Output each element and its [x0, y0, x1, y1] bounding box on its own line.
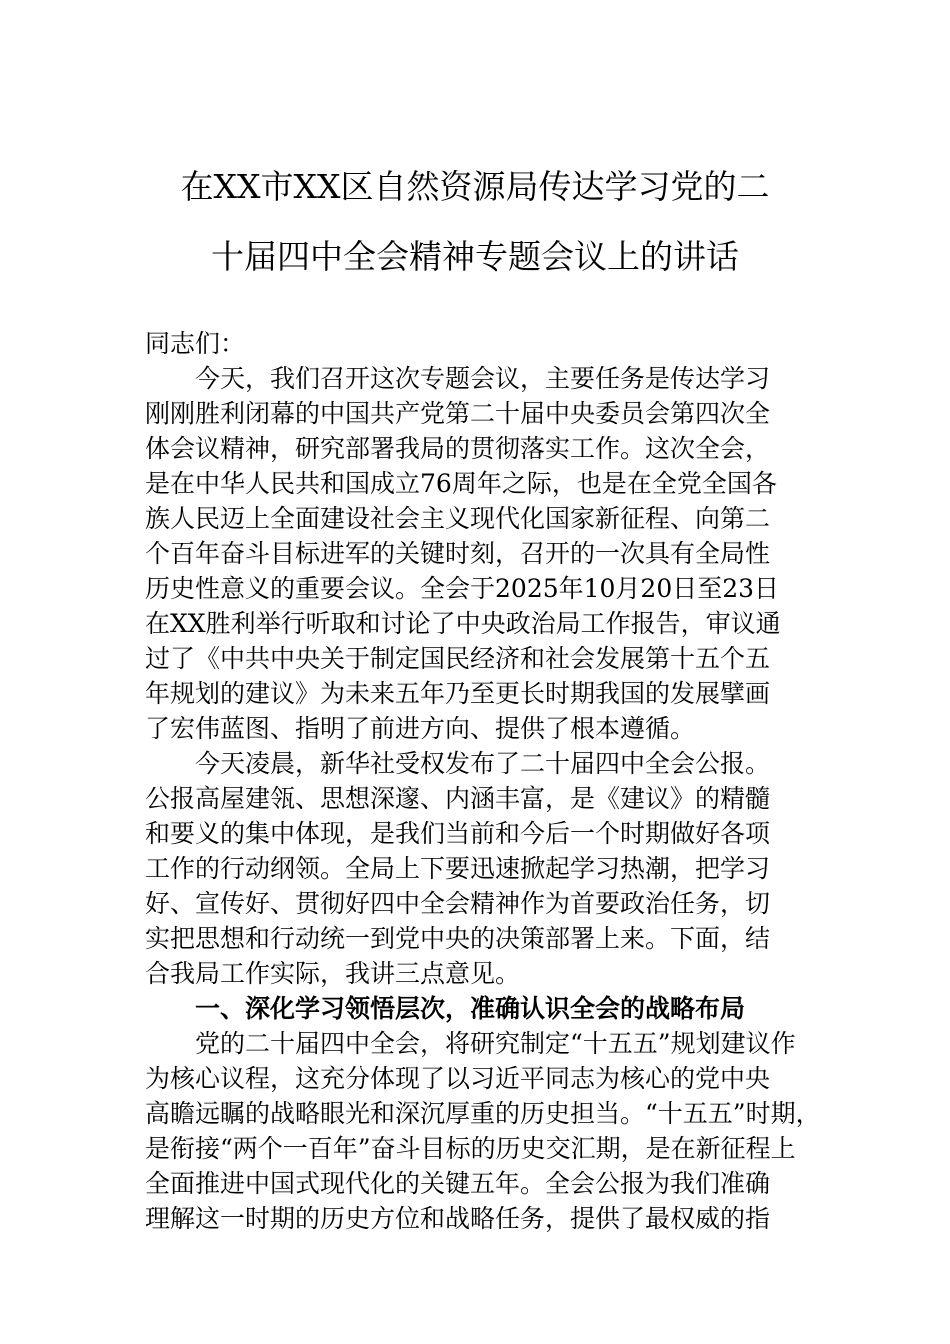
- paragraph-line: 过了《中共中央关于制定国民经济和社会发展第十五个五: [145, 644, 771, 673]
- paragraph-line: 合我局工作实际，我讲三点意见。: [145, 959, 521, 988]
- paragraph-line: 今天，我们召开这次专题会议，主要任务是传达学习: [195, 364, 771, 393]
- paragraph-line: 公报高屋建瓴、思想深邃、内涵丰富，是《建议》的精髓: [145, 784, 771, 813]
- paragraph-line: 今天凌晨，新华社受权发布了二十届四中全会公报。: [195, 749, 771, 778]
- document-title: [120, 152, 830, 292]
- document-body: [145, 326, 821, 1236]
- paragraph-line: 好、宣传好、贯彻好四中全会精神作为首要政治任务，切: [145, 889, 771, 918]
- paragraph-line: 和要义的集中体现，是我们当前和今后一个时期做好各项: [145, 819, 771, 848]
- paragraph-line: 党的二十届四中全会，将研究制定“十五五”规划建议作: [195, 1029, 796, 1058]
- paragraph-line: 高瞻远瞩的战略眼光和深沉厚重的历史担当。“十五五”时期，: [145, 1099, 821, 1128]
- paragraph-line: 族人民迈上全面建设社会主义现代化国家新征程、向第二: [145, 504, 771, 533]
- salutation: 同志们：: [145, 329, 246, 358]
- paragraph-line: 在XX胜利举行听取和讨论了中央政治局工作报告，审议通: [145, 609, 781, 638]
- paragraph-line: 了宏伟蓝图、指明了前进方向、提供了根本遵循。: [145, 714, 696, 743]
- title-line-1: 在XX市XX区自然资源局传达学习党的二: [180, 167, 770, 206]
- paragraph-line: 实把思想和行动统一到党中央的决策部署上来。下面，结: [145, 924, 771, 953]
- paragraph-line: 为核心议程，这充分体现了以习近平同志为核心的党中央: [145, 1064, 771, 1093]
- paragraph-line: 历史性意义的重要会议。全会于2025年10月20日至23日: [145, 574, 780, 603]
- paragraph-line: 工作的行动纲领。全局上下要迅速掀起学习热潮，把学习: [145, 854, 771, 883]
- paragraph-line: 是在中华人民共和国成立76周年之际，也是在全党全国各: [145, 469, 777, 498]
- paragraph-line: 是衔接“两个一百年”奋斗目标的历史交汇期，是在新征程上: [145, 1134, 796, 1163]
- paragraph-line: 全面推进中国式现代化的关键五年。全会公报为我们准确: [145, 1169, 771, 1198]
- paragraph-line: 个百年奋斗目标进军的关键时刻，召开的一次具有全局性: [145, 539, 771, 568]
- paragraph-line: 体会议精神，研究部署我局的贯彻落实工作。这次全会，: [145, 434, 771, 463]
- paragraph-line: 理解这一时期的历史方位和战略任务，提供了最权威的指: [145, 1204, 771, 1233]
- section-heading: 一、深化学习领悟层次，准确认识全会的战略布局: [195, 994, 746, 1023]
- title-line-2: 十届四中全会精神专题会议上的讲话: [211, 237, 739, 276]
- paragraph-line: 年规划的建议》为未来五年乃至更长时期我国的发展擘画: [145, 679, 771, 708]
- paragraph-line: 刚刚胜利闭幕的中国共产党第二十届中央委员会第四次全: [145, 399, 771, 428]
